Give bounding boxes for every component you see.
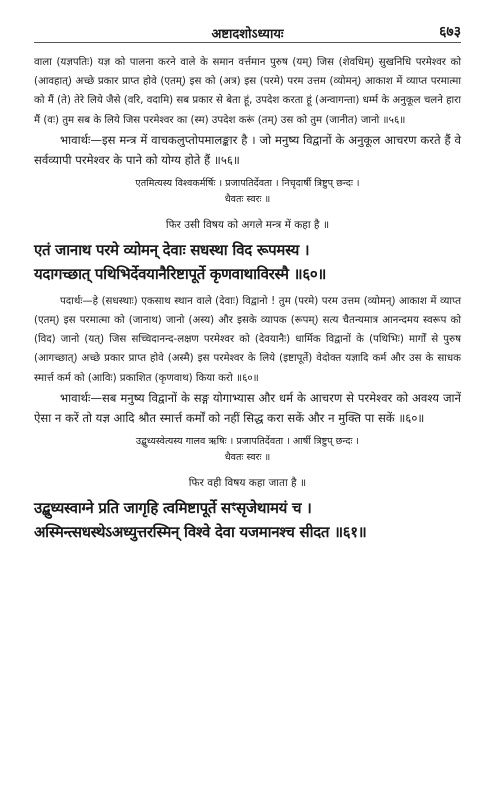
mantra-line: यदागच्छात् पथिभिर्देवयानैरिष्टापूर्ते कृणवाथाविरस्मै ॥६०॥ xyxy=(34,264,326,283)
mantra-line: एतं जानाथ परमे व्योमन् देवाः सधस्था विद रूपमस्य । xyxy=(34,240,310,259)
mantra-line: उद्बुध्यस्वाग्ने प्रति जागृहि त्वमिष्टापूर्ते सꣳसृजेथामयं च । xyxy=(34,498,312,517)
page-number: ६७३ xyxy=(439,24,461,40)
mantra-intro: फिर वही विषय कहा जाता है ॥ xyxy=(188,476,307,489)
mantra-line: अस्मिन्त्सधस्थेऽअध्युत्तरस्मिन् विश्वे देवा यजमानश्च सीदत ॥६१॥ xyxy=(34,522,367,541)
svara-line: धैवतः स्वरः ॥ xyxy=(224,451,271,463)
rishi-devata-line: एतमित्यस्य विश्वकर्मर्षिः । प्रजापतिर्देवता । निचृदार्षी त्रिष्टुप् छन्दः । xyxy=(135,177,360,189)
continuation-paragraph: वाला (यज्ञपतिः) यज्ञ को पालना करने वाले के समान वर्त्तमान पुरुष (यम्) जिस (शेवधिम्) सुखनिधि परमेश्वर को (आवहात्) अच्छे प्रकार प्राप्त होवे (एतम्) इस को (अत्र) इस (परमे) परम उत्तम (व्योमन्) आकाश में व्याप्त परमात्मा को मैं (ते) तेरे लिये जैसे (वरि, वदामि) सब प्रकार से बेता हूं, उपदेश करता हूं (अन्वागन्ता) धर्म्म के अनुकूल चलने हारा मैं (वः) तुम सब के लिये जिस परमेश्वर का (स्म) उपदेश करूं (तम्) उस को तुम (जानीत) जानो ॥५६॥ xyxy=(34,57,461,126)
bhavartha-paragraph: भावार्थः—सब मनुष्य विद्वानों के सङ्ग योगाभ्यास और धर्म के आचरण से परमेश्वर को अवश्य जानें ऐसा न करें तो यज्ञ आदि श्रौत स्मार्त्त कर्मों को नहीं सिद्ध करा सकें और न मुक्ति पा सकें ॥६०॥ xyxy=(34,390,461,425)
rishi-devata-line: उद्बुध्यस्वेत्यस्य गालव ऋषिः । प्रजापतिर्देवता । आर्षी त्रिष्टुप् छन्दः । xyxy=(135,435,360,447)
page-header xyxy=(34,22,461,43)
mantra-intro: फिर उसी विषय को अगले मन्त्र में कहा है ॥ xyxy=(165,218,330,231)
chapter-title: अष्टादशोऽध्यायः xyxy=(211,27,284,42)
bhavartha-paragraph: भावार्थः—इस मन्त्र में वाचकलुप्तोपमालङ्कार है । जो मनुष्य विद्वानों के अनुकूल आचरण करते हैं वे सर्वव्यापी परमेश्वर के पाने को योग्य होते हैं ॥५६॥ xyxy=(34,132,461,167)
padartha-paragraph: पदार्थः—हे (सधस्थाः) एकसाथ स्थान वाले (देवाः) विद्वानो ! तुम (परमे) परम उत्तम (व्योमन्) आकाश में व्याप्त (एतम्) इस परमात्मा को (जानाथ) जानो (अस्य) और इसके व्यापक (रूपम्) सत्य चैतन्यमात्र आनन्दमय स्वरूप को (विद) जानो (यत्) जिस सच्चिदानन्द-लक्षण परमेश्वर को (देवयानैः) धार्मिक विद्वानों के (पथिभिः) मार्गों से पुरुष (आगच्छात्) अच्छे प्रकार प्राप्त होवे (अस्मै) इस परमेश्वर के लिये (इष्टापूर्ते) वेदोक्त यज्ञादि कर्म और उस के साधक स्मार्त्त कर्म को (आविः) प्रकाशित (कृणवाथ) किया करो ॥६०॥ xyxy=(34,295,461,384)
svara-line: धैवतः स्वरः ॥ xyxy=(224,193,271,205)
